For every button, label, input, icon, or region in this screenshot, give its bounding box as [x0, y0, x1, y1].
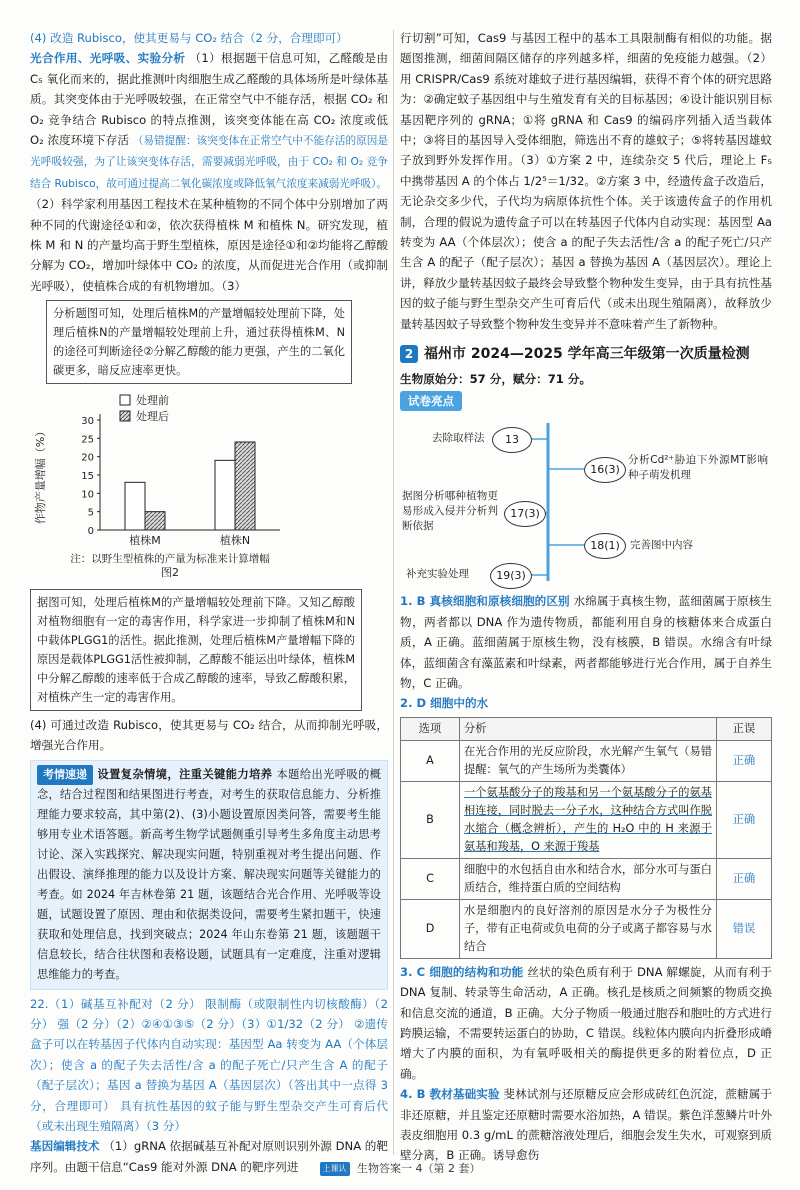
q1-text: 水绵属于真核生物，蓝细菌属于原核生物，两者都以 DNA 作为遗传物质，都能利用自身的核糖体来合成蛋白质，A 正确。蓝细菌属于原核生物，没有核膜，B 错误。水绵含有叶绿体，蓝细菌含有藻蓝素和叶绿素，两者都能够进行光合作用，属于自养生物，C 正确。 [400, 594, 772, 690]
callout-box-1: 分析题图可知，处理后植株M的产量增幅较处理前下降，处理后植株N的产量增幅较处理前上升，通过获得植株M、N的途径可判断途径②分解乙醇酸的能力更强，产生的二氧化碳更多，暗反应速率更快。 [46, 300, 352, 384]
q1-head: 1. B 真核细胞和原核细胞的区别 [400, 594, 570, 609]
y-tick-label: 10 [81, 489, 94, 501]
highlights-mindmap [400, 417, 772, 587]
section-number: 2 [400, 345, 418, 363]
exam-tip-box [30, 760, 388, 990]
row-d-verdict: 错误 [717, 899, 772, 958]
legend-swatch [120, 411, 130, 421]
page-footer [0, 1160, 800, 1187]
q3-text: 丝状的染色质有利于 DNA 解螺旋，从而有利于 DNA 复制、转录等生命活动，A 正确。核孔是核质之间频繁的物质交换和信息交流的通道，B 正确。大分子物质一般通过胞吞和胞吐的方式进行跨膜运输，不需要转运蛋白的协助，C 错误。线粒体内膜向内折叠形成嵴增大了内膜的面积，为有氧呼吸相关的酶提供更多的附着位点，D 正确。 [400, 964, 773, 1081]
q21-analysis-1-text: （1）根据题干信息可知，乙醛酸是由 C₅ 氧化而来的，据此推测叶肉细胞生成乙醛酸的具体场所是叶绿体基质。其突变体由于光呼吸较强，在正常空气中不能存活，根据 CO₂ 和 O₂ 竞争结合 Rubisco 的特点推测，该突变体能在高 CO₂ 浓度或低 O₂ 浓度环境下存活 [30, 51, 388, 148]
table-row [401, 781, 772, 858]
column-divider [393, 30, 394, 1155]
score-line: 生物原始分：57 分，赋分：71 分。 [400, 371, 592, 386]
bar [125, 483, 145, 531]
q21-part4-answer: (4) 改造 Rubisco，使其更易与 CO₂ 结合（2 分，合理即可） [30, 31, 348, 45]
x-tick-label: 植株M [129, 534, 161, 548]
mindmap-node-18: 18(1) [584, 533, 626, 559]
q22-answer: 22.（1）碱基互补配对（2 分） 限制酶（或限制性内切核酸酶）（2 分） 强（2 分）（2）②④①③⑤（2 分）（3）①1/32（2 分） ②遗传盒子可以在转基因子代体内自动实现：基因型 Aa 转变为 AA（个体层次）；使含 a 的配子失去活性/含 a 的配子死亡/只产生含 A 的配子（配子层次）；基因 a 替换为基因 A（基因层次）（答出其中一点得 3 分，合理即可） 具有抗性基因的蚊子能与野生型杂交产生可育后代（或未出现生殖隔离）（3 分） [30, 996, 388, 1133]
legend-label: 处理后 [136, 410, 169, 424]
mindmap-node-16: 16(3) [584, 457, 626, 483]
row-c-analysis: 细胞中的水包括自由水和结合水，部分水可与蛋白质结合，维持蛋白质的空间结构 [460, 858, 717, 899]
y-tick-label: 25 [81, 434, 94, 446]
highlights-badge: 试卷亮点 [400, 391, 462, 411]
q21-topic-tags: 光合作用、光呼吸、实验分析 [30, 51, 186, 66]
legend-swatch [120, 395, 130, 405]
mindmap-label-18: 完善图中内容 [630, 539, 693, 552]
legend-label: 处理前 [136, 394, 169, 408]
table-header-verdict: 正误 [717, 717, 772, 740]
exam-tip-body: 本题给出光呼吸的概念，结合过程图和结果图进行考查，对考生的获取信息能力、分析推理能力要求较高，其中第(2)、(3)小题设置原因类问答，需要考生能够用专业术语答题。新高考生物学试题侧重引导考生多角度主动思考讨论、深入实践探究、解决现实问题，特别重视对考生提出问题、作出假设、演绎推理的能力以及设计方案、解决现实问题等关键能力的考查。如 2024 年吉林卷第 21 题，该题结合光合作用、光呼吸等设题，试题设置了原因、理由和依据类设问，需要考生紧扣题干，快速获取和处理信息，找到突破点；2024 年山东卷第 21 题，该题题干信息较长，结合往状图和表格设题，试题具有一定难度，注重对逻辑思维能力的考查。 [37, 767, 381, 981]
table-header-analysis: 分析 [460, 717, 717, 740]
y-axis-label: 作物产量增幅（%） [34, 426, 47, 525]
y-tick-label: 0 [87, 526, 94, 538]
y-tick-label: 30 [81, 416, 94, 428]
bar [145, 512, 165, 530]
q1-analysis [400, 591, 772, 693]
table-row [401, 740, 772, 781]
q4-analysis [400, 1084, 772, 1166]
mindmap-label-17: 据图分析哪种植物更易形成入侵并分析判断依据 [402, 490, 498, 533]
mindmap-node-13: 13 [492, 427, 532, 453]
q22-analysis-cont: 行切割”可知，Cas9 与基因工程中的基本工具限制酶有相似的功能。据题图推测，细菌间隔区储存的序列越多样，细菌的免疫能力越强。（2）用 CRISPR/Cas9 系统对雄蚊子进行基因编辑，获得不育个体的研究思路为：②确定蚊子基因组中与生殖发育有关的目标基因；④设计能识别目标基因靶序列的 gRNA；①将 gRNA 和 Cas9 的编码序列插入适当载体中；③将目的基因导入受体细胞，筛选出不育的雄蚊子；⑤将转基因雄蚊子放到野外发挥作用。（3）①方案 2 中，连续杂交 5 代后，理论上 F₅ 中携带基因 A 的个体占 1/2⁵＝1/32。②方案 3 中，经遗传盒子改造后，无论杂交多少代，子代均为病原体抗性个体。关于该遗传盒子的作用机制，合理的假说为遗传盒子可以在转基因子代体内自动实现：基因型 Aa 转变为 AA（个体层次）；使含 a 的配子失去活性/含 a 的配子死亡/只产生含 A 的配子（配子层次）；基因 a 替换为基因 A（基因层次）。理论上讲，释放少量转基因蚊子最终会导致整个物种发生变异，由于具有抗性基因的蚊子能与野生型杂交产生可育后代（或未出现生殖隔离），故释放少量转基因蚊子导致整个物种发生变异并不意味着产生了新物种。 [400, 31, 772, 331]
y-tick-label: 20 [81, 452, 94, 464]
left-column [30, 28, 388, 1177]
table-header-row [401, 717, 772, 740]
row-b-option: B [401, 781, 460, 858]
row-c-verdict: 正确 [717, 858, 772, 899]
q22-topic-tag: 基因编辑技术 [30, 1139, 100, 1154]
q4-text: 斐林试剂与还原糖反应会形成砖红色沉淀，蔗糖属于非还原糖，并且鉴定还原糖时需要水浴加热，A 错误。紫色洋葱鳞片叶外表皮细胞用 0.3 g/mL 的蔗糖溶液处理后，细胞会发生失水，可观察到质壁分离，B 正确。诱导愈伤 [400, 1087, 772, 1163]
bar-chart-svg [30, 390, 330, 578]
exam-tip-tag: 考情速递 [37, 765, 93, 785]
table-row [401, 858, 772, 899]
bar [215, 461, 235, 531]
row-a-analysis: 在光合作用的光反应阶段，水光解产生氧气（易错提醒：氧气的产生场所为类囊体） [460, 740, 717, 781]
q21-analysis-4: (4) 可通过改造 Rubisco，使其更易与 CO₂ 结合，从而抑制光呼吸，增强光合作用。 [30, 717, 388, 753]
row-b-analysis: 一个氨基酸分子的羧基和另一个氨基酸分子的氨基相连接，同时脱去一分子水，这种结合方式叫作脱水缩合（概念辨析），产生的 H₂O 中的 H 来源于氨基和羧基，O 来源于羧基 [460, 781, 717, 858]
bar-chart [30, 390, 388, 584]
row-a-verdict: 正确 [717, 740, 772, 781]
exam-tip-title: 设置复杂情境，注重关键能力培养 [97, 767, 273, 781]
q3-analysis [400, 962, 772, 1084]
footer-text: 生物答案一 4（第 2 套） [357, 1162, 481, 1175]
row-c-option: C [401, 858, 460, 899]
table-row [401, 899, 772, 958]
row-d-option: D [401, 899, 460, 958]
q2-table [400, 717, 772, 959]
row-d-analysis: 水是细胞内的良好溶剂的原因是水分子为极性分子，带有正电荷或负电荷的分子或离子都容易与水结合 [460, 899, 717, 958]
chart-note: 注：以野生型植株的产量为标准来计算增幅 [70, 553, 270, 566]
q3-head: 3. C 细胞的结构和功能 [400, 964, 524, 979]
mindmap-node-17: 17(3) [504, 501, 546, 527]
q22-analysis-text: （1）gRNA 依据碱基互补配对原则识别外源 DNA 的靶序列。由题干信息“Cas9 能对外源 DNA 的靶序列进 [30, 1139, 388, 1174]
right-column [400, 28, 772, 1166]
q21-error-hint: （易错提醒：该突变体在正常空气中不能存活的原因是光呼吸较强，为了让该突变体存活，需要减弱光呼吸，由于 CO₂ 和 O₂ 竞争结合 Rubisco，故可通过提高二氧化碳浓度或降低氧气浓度来减弱光呼吸）。 [30, 135, 388, 190]
y-tick-label: 15 [81, 471, 94, 483]
publisher-logo: 上课认真听 [320, 1162, 350, 1176]
section-heading [400, 344, 772, 364]
q2-head: 2. D 细胞中的水 [400, 696, 489, 711]
mindmap-label-13: 去除取样法 [432, 432, 485, 445]
mindmap-label-16: 分析Cd²⁺胁迫下外源MT影响种子萌发机理 [628, 454, 768, 482]
mindmap-label-19: 补充实验处理 [406, 568, 469, 581]
bar [235, 442, 255, 530]
section-title: 福州市 2024—2025 学年高三年级第一次质量检测 [424, 346, 750, 363]
q21-analysis-1 [30, 48, 388, 194]
callout-box-2: 据图可知，处理后植株M的产量增幅较处理前下降。又知乙醇酸对植物细胞有一定的毒害作用，科学家进一步抑制了植株M和N中载体PLGG1的活性。据此推测，处理后植株M产量增幅下降的原因是载体PLGG1活性被抑制，乙醇酸不能运出叶绿体，植株M中分解乙醇酸的速率低于合成乙醇酸的速率，导致乙醇酸积累，对植株产生一定的毒害作用。 [30, 589, 362, 711]
row-b-verdict: 正确 [717, 781, 772, 858]
q4-head: 4. B 教材基础实验 [400, 1087, 500, 1102]
row-a-option: A [401, 740, 460, 781]
chart-title: 图2 [161, 566, 179, 579]
mindmap-node-19: 19(3) [490, 563, 532, 589]
x-tick-label: 植株N [219, 534, 251, 548]
table-header-option: 选项 [401, 717, 460, 740]
q21-analysis-2: （2）科学家利用基因工程技术在某种植物的不同个体中分别增加了两种不同的代谢途径①和②，依次获得植株 M 和植株 N。研究发现，植株 M 和 N 的产量均高于野生型植株，原因是途径①和②均能将乙醇酸分解为 CO₂，增加叶绿体中 CO₂ 的浓度，从而促进光合作用（或抑制光呼吸），使植株合成的有机物增加。（3） [30, 197, 388, 293]
y-tick-label: 5 [87, 507, 94, 519]
